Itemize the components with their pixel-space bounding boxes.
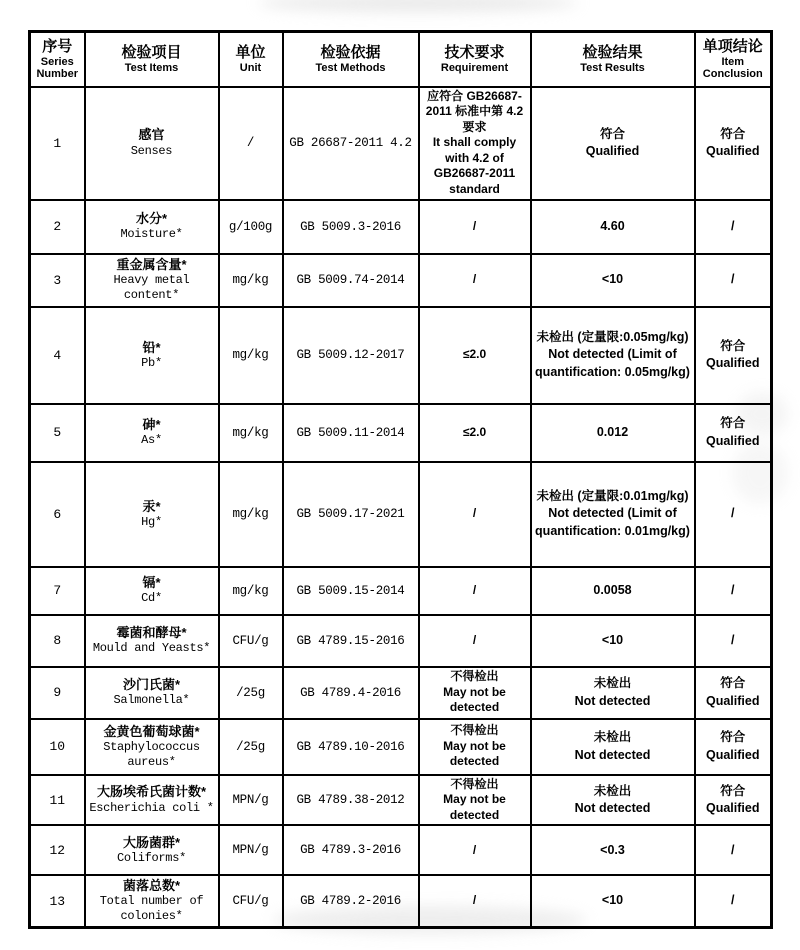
cell-unit [219, 825, 283, 875]
cell-conclusion [695, 875, 772, 927]
cell-requirement [419, 567, 531, 615]
cell-requirement-text: 不得检出 [450, 723, 499, 738]
cell-conclusion [695, 667, 772, 719]
cell-method [283, 825, 419, 875]
cell-item [85, 404, 219, 462]
cell-method [283, 87, 419, 200]
cell-result [531, 875, 695, 927]
cell-conclusion-text: 符合 [720, 126, 746, 141]
table-row [30, 615, 772, 667]
cell-serial [30, 825, 85, 875]
cell-item [85, 775, 219, 826]
col-header-test-methods-zh: 检验依据 [320, 44, 381, 62]
cell-requirement [419, 200, 531, 254]
cell-serial-text: 6 [53, 506, 62, 522]
cell-result-text: 0.012 [596, 424, 629, 439]
cell-conclusion [695, 404, 772, 462]
table-row [30, 254, 772, 307]
cell-item-text: 水分* [135, 211, 168, 227]
cell-unit [219, 875, 283, 927]
col-header-test-results-en: Test Results [580, 62, 645, 75]
cell-conclusion-text: Qualified [706, 693, 760, 708]
cell-item-text: Heavy metal content* [113, 273, 190, 303]
cell-method-text: GB 4789.4-2016 [300, 685, 401, 700]
cell-conclusion-text: / [731, 893, 735, 908]
cell-unit [219, 567, 283, 615]
cell-requirement-text: 应符合 GB26687-2011 标准中第 4.2 要求 [425, 88, 524, 134]
test-report-table [28, 30, 773, 929]
cell-result-text: <10 [601, 272, 624, 287]
cell-method-text: GB 4789.3-2016 [300, 843, 401, 858]
cell-requirement [419, 875, 531, 927]
cell-item-text: 沙门氏菌* [122, 677, 181, 693]
cell-serial-text: 3 [53, 272, 62, 288]
cell-serial [30, 404, 85, 462]
cell-unit-text: /25g [236, 739, 265, 754]
cell-item-text: 汞* [142, 498, 161, 514]
cell-item-text: Total number of colonies* [99, 894, 204, 924]
cell-requirement-text: / [472, 632, 477, 647]
col-header-requirement-en: Requirement [440, 62, 509, 75]
cell-unit-text: CFU/g [232, 894, 269, 909]
cell-unit-text: MPN/g [232, 793, 269, 808]
cell-serial-text: 5 [53, 425, 62, 441]
cell-result [531, 719, 695, 775]
cell-serial-text: 2 [53, 219, 62, 235]
cell-item-text: As* [141, 433, 162, 448]
cell-conclusion-text: 符合 [720, 783, 746, 798]
cell-unit-text: /25g [236, 685, 265, 700]
table-row [30, 825, 772, 875]
cell-result [531, 254, 695, 307]
col-header-requirement-zh: 技术要求 [444, 44, 505, 62]
cell-item-text: 大肠埃希氏菌计数* [96, 784, 207, 800]
cell-requirement-text: 不得检出 [450, 776, 499, 791]
cell-unit-text: g/100g [228, 219, 273, 234]
cell-item [85, 825, 219, 875]
cell-item [85, 462, 219, 567]
cell-requirement [419, 615, 531, 667]
cell-method [283, 200, 419, 254]
cell-item-text: Staphylococcus aureus* [103, 739, 200, 769]
cell-result [531, 667, 695, 719]
cell-conclusion-text: / [731, 506, 735, 521]
cell-requirement [419, 254, 531, 307]
cell-method-text: GB 4789.38-2012 [296, 793, 405, 808]
cell-unit [219, 462, 283, 567]
cell-item [85, 719, 219, 775]
cell-method [283, 307, 419, 404]
cell-result [531, 404, 695, 462]
cell-method [283, 775, 419, 826]
cell-method-text: GB 4789.10-2016 [296, 739, 405, 754]
cell-conclusion-text: 符合 [720, 730, 746, 745]
cell-result-text: <10 [601, 632, 624, 647]
cell-result-text: 未检出 [593, 730, 632, 745]
cell-item-text: 霉菌和酵母* [116, 625, 187, 641]
cell-result [531, 567, 695, 615]
cell-requirement [419, 667, 531, 719]
cell-item [85, 87, 219, 200]
cell-result-text: Qualified [585, 144, 640, 159]
col-header-serial-zh: 序号 [42, 38, 73, 56]
cell-result [531, 87, 695, 200]
cell-requirement [419, 825, 531, 875]
cell-requirement-text: ≤2.0 [462, 347, 487, 362]
cell-conclusion-text: Qualified [706, 433, 760, 448]
cell-unit [219, 200, 283, 254]
cell-conclusion-text: / [731, 272, 735, 287]
cell-method-text: GB 5009.17-2021 [296, 507, 405, 522]
cell-conclusion [695, 254, 772, 307]
cell-unit [219, 87, 283, 200]
cell-item-text: Hg* [141, 514, 162, 529]
cell-serial [30, 667, 85, 719]
table-row [30, 775, 772, 826]
cell-item-text: 铅* [142, 339, 161, 355]
col-header-requirement [419, 32, 531, 87]
scan-artifact [258, 0, 578, 12]
cell-item-text: Coliforms* [116, 851, 186, 866]
cell-method [283, 567, 419, 615]
cell-serial [30, 719, 85, 775]
cell-serial [30, 254, 85, 307]
cell-conclusion [695, 719, 772, 775]
cell-serial [30, 567, 85, 615]
cell-result-text: 未检出 (定量限:0.05mg/kg) [536, 329, 689, 344]
cell-method [283, 875, 419, 927]
cell-result-text: Not detected [574, 693, 651, 708]
cell-result-text: 4.60 [600, 218, 625, 233]
table-row [30, 719, 772, 775]
cell-conclusion-text: 符合 [720, 338, 746, 353]
cell-item [85, 254, 219, 307]
table-row [30, 667, 772, 719]
cell-conclusion-text: / [731, 632, 735, 647]
cell-method-text: GB 4789.15-2016 [296, 633, 405, 648]
cell-serial-text: 12 [49, 842, 66, 858]
cell-result-text: Not detected (Limit of quantification: 0.05mg/kg) [535, 347, 690, 379]
cell-method [283, 719, 419, 775]
col-header-test-results-zh: 检验结果 [582, 44, 643, 62]
cell-serial [30, 200, 85, 254]
col-header-test-methods-en: Test Methods [315, 62, 386, 75]
cell-requirement-text: / [472, 842, 477, 857]
col-header-unit-zh: 单位 [235, 44, 266, 62]
cell-item-text: Cd* [141, 591, 162, 606]
col-header-item-conclusion [695, 32, 772, 87]
cell-conclusion-text: Qualified [706, 747, 760, 762]
cell-result-text: 未检出 (定量限:0.01mg/kg) [536, 488, 689, 503]
cell-serial-text: 7 [53, 583, 62, 599]
cell-requirement [419, 462, 531, 567]
cell-conclusion-text: / [731, 582, 735, 597]
cell-conclusion-text: / [731, 842, 735, 857]
cell-requirement-text: May not be detected [443, 684, 506, 715]
cell-method-text: GB 5009.15-2014 [296, 583, 405, 598]
cell-conclusion [695, 615, 772, 667]
cell-conclusion [695, 825, 772, 875]
cell-conclusion-text: Qualified [706, 801, 760, 816]
cell-result-text: Not detected [574, 801, 651, 816]
col-header-test-items [85, 32, 219, 87]
cell-method-text: GB 5009.74-2014 [296, 273, 405, 288]
cell-serial-text: 9 [53, 685, 62, 701]
cell-conclusion-text: Qualified [706, 356, 760, 371]
cell-requirement-text: / [472, 893, 477, 908]
cell-result-text: <0.3 [600, 842, 625, 857]
cell-item-text: Moisture* [120, 227, 183, 242]
cell-unit [219, 775, 283, 826]
cell-unit [219, 307, 283, 404]
cell-item [85, 200, 219, 254]
cell-result [531, 307, 695, 404]
cell-unit [219, 404, 283, 462]
col-header-item-conclusion-en: Item Conclusion [702, 56, 763, 81]
cell-result [531, 200, 695, 254]
cell-result [531, 462, 695, 567]
header-row [30, 32, 772, 87]
cell-conclusion-text: 符合 [720, 416, 746, 431]
cell-result-text: Not detected (Limit of quantification: 0.01mg/kg) [535, 506, 690, 538]
cell-conclusion [695, 567, 772, 615]
cell-requirement-text: May not be detected [443, 738, 506, 769]
cell-serial [30, 87, 85, 200]
cell-method [283, 667, 419, 719]
cell-serial [30, 875, 85, 927]
cell-method-text: GB 4789.2-2016 [300, 894, 401, 909]
cell-requirement-text: / [472, 272, 477, 287]
cell-item-text: Senses [130, 143, 173, 158]
col-header-test-results [531, 32, 695, 87]
cell-requirement [419, 87, 531, 200]
cell-result-text: Not detected [574, 747, 651, 762]
cell-serial-text: 11 [49, 792, 66, 808]
cell-item [85, 667, 219, 719]
cell-conclusion-text: 符合 [720, 676, 746, 691]
cell-unit [219, 719, 283, 775]
cell-requirement-text: It shall comply with 4.2 of GB26687-2011 standard [432, 135, 517, 197]
cell-serial-text: 8 [53, 633, 62, 649]
cell-serial-text: 4 [53, 347, 62, 363]
cell-requirement-text: ≤2.0 [462, 424, 487, 439]
cell-item-text: 大肠菌群* [122, 834, 181, 850]
cell-method [283, 404, 419, 462]
cell-item-text: 金黄色葡萄球菌* [103, 723, 200, 739]
cell-item-text: Salmonella* [113, 693, 190, 708]
cell-result-text: 未检出 [593, 783, 632, 798]
cell-item [85, 567, 219, 615]
col-header-serial-en: Series Number [36, 56, 79, 81]
cell-serial [30, 462, 85, 567]
cell-conclusion-text: / [731, 218, 735, 233]
col-header-item-conclusion-zh: 单项结论 [702, 38, 763, 56]
cell-unit [219, 254, 283, 307]
cell-unit [219, 615, 283, 667]
cell-item-text: 菌落总数* [122, 878, 181, 894]
cell-result [531, 775, 695, 826]
cell-requirement-text: May not be detected [443, 792, 506, 822]
table-row [30, 567, 772, 615]
cell-method-text: GB 5009.11-2014 [296, 425, 405, 440]
cell-item [85, 307, 219, 404]
cell-conclusion [695, 462, 772, 567]
cell-requirement [419, 719, 531, 775]
cell-requirement [419, 775, 531, 826]
cell-result-text: <10 [601, 893, 624, 908]
cell-item-text: 砷* [142, 417, 161, 433]
cell-serial-text: 1 [53, 135, 62, 151]
cell-requirement-text: 不得检出 [450, 669, 499, 684]
table-row [30, 87, 772, 200]
cell-conclusion [695, 775, 772, 826]
cell-item-text: 感官 [138, 127, 165, 143]
cell-result-text: 0.0058 [593, 582, 632, 597]
cell-requirement-text: / [472, 218, 477, 233]
cell-item-text: 重金属含量* [116, 257, 187, 273]
cell-unit-text: mg/kg [232, 583, 269, 598]
cell-unit-text: CFU/g [232, 633, 269, 648]
cell-requirement-text: / [472, 506, 477, 521]
cell-item-text: Pb* [141, 355, 162, 370]
cell-serial [30, 307, 85, 404]
table-row [30, 875, 772, 927]
cell-serial-text: 13 [49, 893, 66, 909]
cell-conclusion-text: Qualified [706, 144, 760, 159]
col-header-unit [219, 32, 283, 87]
cell-method [283, 254, 419, 307]
cell-item [85, 875, 219, 927]
cell-method [283, 462, 419, 567]
cell-requirement [419, 404, 531, 462]
cell-unit-text: mg/kg [232, 348, 269, 363]
cell-result-text: 未检出 [593, 676, 632, 691]
cell-requirement [419, 307, 531, 404]
cell-unit-text: mg/kg [232, 273, 269, 288]
cell-item-text: 镉* [142, 575, 161, 591]
cell-conclusion [695, 87, 772, 200]
table-row [30, 307, 772, 404]
cell-item-text: Mould and Yeasts* [92, 641, 211, 656]
cell-item [85, 615, 219, 667]
cell-method-text: GB 5009.3-2016 [300, 219, 401, 234]
cell-unit-text: / [246, 136, 255, 151]
cell-unit-text: mg/kg [232, 507, 269, 522]
cell-serial-text: 10 [49, 739, 66, 755]
cell-method [283, 615, 419, 667]
cell-method-text: GB 5009.12-2017 [296, 348, 405, 363]
cell-unit-text: MPN/g [232, 843, 269, 858]
cell-result [531, 825, 695, 875]
table-row [30, 404, 772, 462]
table-row [30, 200, 772, 254]
cell-conclusion [695, 307, 772, 404]
cell-serial [30, 775, 85, 826]
col-header-test-methods [283, 32, 419, 87]
cell-conclusion [695, 200, 772, 254]
cell-result-text: 符合 [599, 126, 625, 141]
cell-unit-text: mg/kg [232, 425, 269, 440]
col-header-test-items-en: Test Items [124, 62, 179, 75]
col-header-serial [30, 32, 85, 87]
cell-result [531, 615, 695, 667]
cell-method-text: GB 26687-2011 4.2 [289, 136, 412, 151]
cell-requirement-text: / [472, 582, 477, 597]
cell-serial [30, 615, 85, 667]
col-header-unit-en: Unit [239, 62, 262, 75]
table-row [30, 462, 772, 567]
cell-unit [219, 667, 283, 719]
cell-item-text: Escherichia coli * [89, 800, 214, 815]
col-header-test-items-zh: 检验项目 [121, 44, 182, 62]
